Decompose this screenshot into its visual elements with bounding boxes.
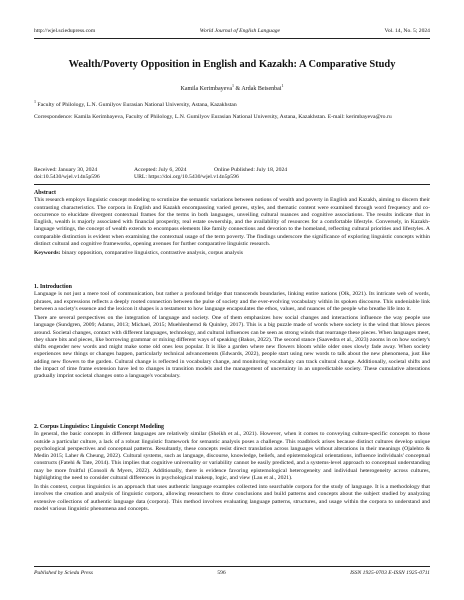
footer-divider [34, 566, 430, 567]
corpus-paragraph: In this context, corpus linguistics is an approach that uses authentic language examples collected into searchable corpora for the study of language. It is a methodology that involves the creation and analysis of linguistic corpora, allowing researchers to draw conclusions and build patterns and concepts about the subject studied by analyzing extensive collections of authentic language data (corpora). This method involves evaluating language patterns, structures, and usage within the corpora to understand and model various linguistic phenomena and concepts. [34, 484, 430, 512]
correspondence [34, 114, 430, 121]
correspondence-text: Correspondence: Kamila Kerimbayeva, Faculty of Philology, L.N. Gumilyov Eurasian National University, Astana, Kazakhstan. E-mail: kerimbayeva@ro.ru [34, 114, 392, 120]
author-name: & Ardak Beisenbai [233, 86, 282, 92]
introduction-section [34, 284, 430, 380]
abstract-section [34, 190, 430, 257]
volume-info: Vol. 14, No. 5; 2024 [384, 28, 430, 34]
article-title: Wealth/Poverty Opposition in English and Kazakh: A Comparative Study [68, 59, 396, 70]
abstract-divider [34, 184, 430, 185]
keywords-list: binary opposition, comparative linguistics, contrastive analysis, corpus analysis [60, 250, 243, 257]
author-affiliation-marker: 1 [281, 83, 284, 88]
introduction-paragraph: Language is not just a mere tool of communication, but rather a profound bridge that transcends boundaries, linking entire nations (Olk, 2021). Its intricate web of words, phrases, and expressions reflects a deeply rooted connection between the pulse of society and the ever-evolving vocabulary within its spoken discourse. This undeniable link between a society's essence and the lexicon it shapes is a testament to how language encapsulates the ethos, values, and nuances of the people who breathe life into it. [34, 291, 430, 312]
introduction-paragraph: There are several perspectives on the integration of language and society. One of them emphasizes how social changes and interactions influence the way people use language (Sundgren, 2009; Adams, 2013; Michael, 2015; Muehlenhernd & Quinley, 2017). This is a big puzzle made of words where society is the wind that blows pieces around. Societal changes, contact with different languages, technology, and cultural influences can be seen as strong winds that rearrange these pieces. When languages meet, they share bits and pieces, like borrowing grammar or mixing different ways of speaking (Bakos, 2022). The second stance (Saavedra et al., 2023) zooms in on how society's shifts engender new words and might make some old ones less popular. It is like a garden where new flowers bloom while older ones slowly fade away. When society experiences new things or changes happen, particularly technical advancements (Edwards, 2022), people start using new words to talk about the new phenomena, just like adding new flowers to the garden. Cultural change is reflected in vocabulary change, and monitoring vocabulary can track cultural change. Additionally, societal shifts and the impact of time frame extension have led to changes in transition models and the management of uncertainty in an unpredictable society. These cumulative alterations gradually imprint societal changes onto a language's vocabulary. [34, 315, 430, 380]
page-number: 596 [217, 570, 226, 576]
running-header [34, 28, 430, 38]
abstract-heading: Abstract [34, 190, 56, 196]
doi[interactable]: doi:10.5430/wjel.v14n5p596 [34, 174, 100, 181]
author-affiliation-marker: 1 [231, 83, 234, 88]
affiliation-marker: 1 [34, 99, 36, 104]
accepted-date: Accepted: July 6, 2024 [134, 167, 187, 173]
journal-url[interactable]: http://wjel.sciedupress.com [34, 28, 96, 34]
keywords-label: Keywords: [34, 250, 61, 257]
corpus-paragraph: In general, the basic concepts in different languages are relatively similar (Sheikh et al., 2021). However, when it comes to conveying culture-specific concepts to those outside a particular culture, a lack of a robust linguistic framework for semantic analysis poses a challenge. This roadblock arises because distinct cultures develop unique psychological perspectives and conceptual patterns. Resultantly, these concepts resist direct translation across languages without alterations in their meanings (Ojalehto & Medin 2015; Laher & Cheung, 2022). Cultural systems, such as language, discourse, knowledge, beliefs, and epistemological orientations, influence individuals' conceptual constructs (Fatehi & Tate, 2014). This implies that cognitive universality or variability cannot be easily predicted, and a systems-level approach to conceptual understanding may be more fruitful (Consoli & Myers, 2022). Additionally, there is evidence favoring epistemological heterogeneity and individual heterogeneity across cultures, highlighting the need to consider cultural differences in psychological makeup, logic, and view (Lau et al., 2021). [34, 431, 430, 481]
publication-dates [34, 167, 430, 182]
author-name: Kamila Kerimbayeva [180, 86, 232, 92]
introduction-heading: 1. Introduction [34, 284, 72, 290]
issn: ISSN 1925-0703 E-ISSN 1925-0711 [350, 570, 430, 576]
corpus-heading: 2. Corpus Linguistics: Linguistic Concept Modeling [34, 424, 164, 430]
affiliation-text: Faculty of Philology, L.N. Gumilyov Eurasian National University, Astana, Kazakhstan [36, 101, 237, 108]
journal-name: World Journal of English Language [199, 28, 281, 34]
corpus-section [34, 424, 430, 513]
author-list [34, 82, 430, 93]
keywords-line [34, 250, 430, 257]
doi-url[interactable]: URL: https://doi.org/10.5430/wjel.v14n5p596 [134, 174, 239, 181]
publisher: Published by Sciedu Press [34, 570, 93, 576]
abstract-text: This research employs linguistic concept modeling to scrutinize the semantic variations between notions of wealth and poverty in English and Kazakh, aiming to discern their contrasting characteristics. The corpora in English and Kazakh encompassing varied genres, styles, and thematic content were examined through word frequency and co-occurrence to elucidate divergent contextual frames for the terms in both languages, unveiling cultural nuances and cognitive associations. The results indicate that in English, wealth is majorly associated with financial prosperity, real estate ownership, and the availability of resources for a comfortable lifestyle. Conversely, in Kazakh-language writings, the concept of wealth extends to encompass elements like family connections and devotion to the homeland, reflecting cultural priorities and lifestyles. A comparable distinction is evident when examining the contextual usage of the term poverty. The findings underscore the significance of exploring linguistic concepts within distinct cultural and cognitive frameworks, opening avenues for further comparative linguistic research. [34, 197, 430, 247]
running-footer [34, 570, 430, 577]
header-divider [34, 38, 430, 39]
received-date: Received: January 30, 2024 [34, 167, 98, 173]
online-date: Online Published: July 18, 2024 [214, 167, 288, 173]
affiliation [34, 98, 430, 109]
